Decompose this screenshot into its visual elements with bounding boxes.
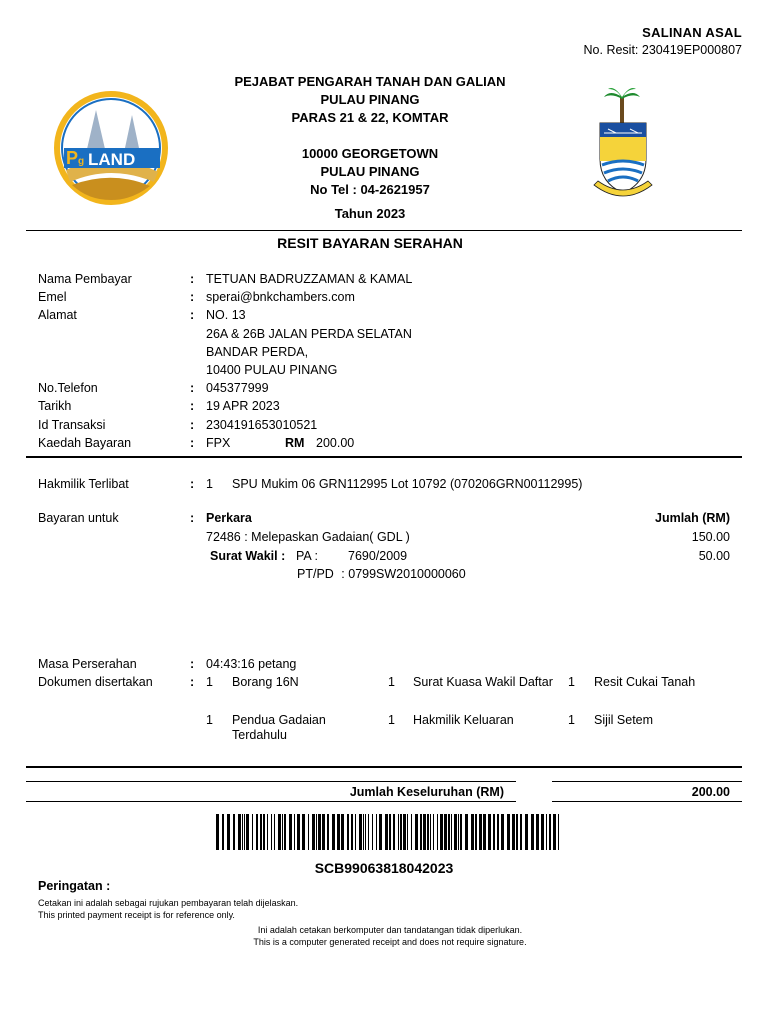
- barcode-bar: [433, 814, 434, 850]
- barcode-bar: [460, 814, 462, 850]
- barcode-bar: [444, 814, 447, 850]
- barcode-bar: [393, 814, 395, 850]
- barcode-bar: [427, 814, 429, 850]
- barcode-bar: [475, 814, 477, 850]
- grand-total-value: 200.00: [691, 785, 730, 799]
- barcode-bar: [337, 814, 340, 850]
- barcode-bar: [379, 814, 382, 850]
- barcode-bar: [411, 814, 412, 850]
- barcode-bar: [260, 814, 262, 850]
- receipt-title: RESIT BAYARAN SERAHAN: [277, 235, 463, 251]
- receipt-number: No. Resit: 230419EP000807: [583, 43, 742, 57]
- barcode-bar: [430, 814, 431, 850]
- barcode-bar: [536, 814, 539, 850]
- barcode-bar: [316, 814, 317, 850]
- barcode-bar: [227, 814, 230, 850]
- payer-name: TETUAN BADRUZZAMAN & KAMAL: [206, 272, 413, 286]
- title-involved-value: SPU Mukim 06 GRN112995 Lot 10792 (070206GRN00112995): [232, 477, 583, 491]
- barcode-bar: [525, 814, 528, 850]
- barcode-bar: [327, 814, 329, 850]
- barcode-bar: [558, 814, 559, 850]
- barcode-bar: [312, 814, 315, 850]
- payment-date: 19 APR 2023: [206, 399, 280, 414]
- barcode-bar: [263, 814, 265, 850]
- total-top-divider: [26, 766, 742, 768]
- notes-heading: Peringatan :: [38, 879, 111, 893]
- submission-time: 04:43:16 petang: [206, 657, 297, 671]
- svg-text:g: g: [78, 156, 85, 167]
- barcode-bar: [420, 814, 422, 850]
- barcode-bar: [222, 814, 224, 850]
- barcode-bar: [233, 814, 235, 850]
- barcode-bar: [246, 814, 249, 850]
- year: Tahun 2023: [334, 206, 406, 221]
- barcode-bar: [238, 814, 241, 850]
- notes-left: Cetakan ini adalah sebagai rujukan pembayaran telah dijelaskan. This printed payment receipt is for reference only.: [38, 898, 299, 920]
- barcode-bar: [541, 814, 544, 850]
- barcode-bar: [308, 814, 309, 850]
- logo-text: LAND: [88, 150, 136, 169]
- barcode-bar: [318, 814, 321, 850]
- barcode-bar: [553, 814, 556, 850]
- documents-row-1: Dokumen disertakan : 1 Borang 16N 1 Surat Kuasa Wakil Daftar 1 Resit Cukai Tanah: [38, 675, 696, 689]
- ptg-land-logo: [52, 90, 170, 206]
- barcode-bar: [363, 814, 364, 850]
- payment-item: 72486 : Melepaskan Gadaian( GDL ) 150.00: [206, 530, 730, 544]
- barcode-bar: [278, 814, 281, 850]
- barcode-bar: [365, 814, 366, 850]
- barcode-bar: [440, 814, 443, 850]
- office-phone: No Tel : 04-2621957: [310, 182, 430, 197]
- barcode-bar: [289, 814, 292, 850]
- barcode-bar: [282, 814, 283, 850]
- barcode-bar: [520, 814, 522, 850]
- barcode-bar: [512, 814, 515, 850]
- barcode-bar: [407, 814, 408, 850]
- office-block: PEJABAT PENGARAH TANAH DAN GALIAN PULAU PINANG PARAS 21 & 22, KOMTAR 10000 GEORGETOWN PULAU PINANG No Tel : 04-2621957 Tahun 2023: [170, 73, 570, 223]
- barcode-bar: [488, 814, 491, 850]
- barcode-bar: [423, 814, 426, 850]
- penang-coat-of-arms: [590, 85, 656, 207]
- barcode-bar: [368, 814, 369, 850]
- notes-center: Ini adalah cetakan berkomputer dan tandatangan tidak diperlukan. This is a computer generated receipt and does not require signature.: [253, 925, 527, 947]
- barcode-bar: [256, 814, 258, 850]
- barcode-bar: [252, 814, 253, 850]
- payment-amount: 200.00: [316, 435, 355, 450]
- barcode-bar: [284, 814, 286, 850]
- barcode-bar: [297, 814, 300, 850]
- barcode-bar: [471, 814, 474, 850]
- barcode-bar: [516, 814, 518, 850]
- barcode-bar: [400, 814, 402, 850]
- barcode-bar: [458, 814, 459, 850]
- barcode-bar: [497, 814, 499, 850]
- submission-time-row: Masa Perserahan : 04:43:16 petang: [38, 657, 297, 671]
- barcode-bar: [355, 814, 356, 850]
- barcode-bar: [332, 814, 335, 850]
- barcode-bar: [302, 814, 305, 850]
- barcode-bar: [267, 814, 268, 850]
- barcode-bar: [507, 814, 510, 850]
- barcode-bar: [294, 814, 295, 850]
- barcode-bar: [546, 814, 547, 850]
- transaction-id: 2304191653010521: [206, 417, 318, 432]
- barcode-bar: [372, 814, 373, 850]
- barcode-bar: [549, 814, 551, 850]
- barcode-bar: [216, 814, 219, 850]
- header-divider: [26, 230, 742, 231]
- barcode-bar: [242, 814, 243, 850]
- barcode-bar: [274, 814, 275, 850]
- payment-method: FPX: [206, 435, 231, 450]
- payer-details: Nama Pembayar : TETUAN BADRUZZAMAN & KAMAL Emel : sperai@bnkchambers.com Alamat : NO. 13 26A & 26B JALAN PERDA SELATAN BANDAR PERDA, 10400 PULAU PINANG No.Telefon : 045377999 Tarikh : 19 APR 2023 Id Transaksi : 2304191653010521 Kaedah Bayaran : FPX RM 200.00: [38, 270, 738, 452]
- svg-text:P: P: [66, 148, 79, 168]
- barcode-bar: [385, 814, 388, 850]
- barcode-bar: [351, 814, 353, 850]
- barcode-text: SCB99063818042023: [314, 860, 454, 876]
- office-name: PEJABAT PENGARAH TANAH DAN GALIAN: [234, 74, 506, 89]
- payer-email: sperai@bnkchambers.com: [206, 290, 355, 305]
- barcode-bar: [403, 814, 406, 850]
- grand-total-label: Jumlah Keseluruhan (RM): [349, 785, 504, 799]
- barcode-bar: [479, 814, 482, 850]
- barcode-bar: [415, 814, 418, 850]
- barcode-bar: [244, 814, 245, 850]
- agent-row: Surat Wakil : PA : 7690/2009 50.00: [210, 549, 730, 563]
- copy-label: SALINAN ASAL: [642, 25, 742, 40]
- details-divider: [26, 456, 742, 458]
- barcode-bar: [398, 814, 399, 850]
- title-involved-row: Hakmilik Terlibat : 1 SPU Mukim 06 GRN112995 Lot 10792 (070206GRN00112995): [38, 477, 583, 491]
- barcode-bar: [271, 814, 272, 850]
- payment-for-header: Bayaran untuk : Perkara Jumlah (RM): [38, 511, 730, 525]
- barcode-bar: [448, 814, 450, 850]
- barcode-bar: [359, 814, 362, 850]
- barcode-bar: [465, 814, 468, 850]
- barcode-bar: [376, 814, 377, 850]
- barcode-bar: [341, 814, 344, 850]
- barcode: [216, 814, 559, 850]
- barcode-bar: [531, 814, 534, 850]
- barcode-bar: [483, 814, 486, 850]
- barcode-bar: [454, 814, 457, 850]
- barcode-bar: [347, 814, 349, 850]
- barcode-bar: [451, 814, 452, 850]
- ptpd-row: PT/PD : 0799SW2010000060: [297, 567, 466, 581]
- barcode-bar: [493, 814, 495, 850]
- barcode-bar: [437, 814, 438, 850]
- barcode-bar: [322, 814, 325, 850]
- payer-phone: 045377999: [206, 381, 269, 396]
- documents-row-2: 1 Pendua Gadaian Terdahulu 1 Hakmilik Keluaran 1 Sijil Setem: [206, 713, 654, 742]
- barcode-bar: [389, 814, 391, 850]
- barcode-bar: [501, 814, 504, 850]
